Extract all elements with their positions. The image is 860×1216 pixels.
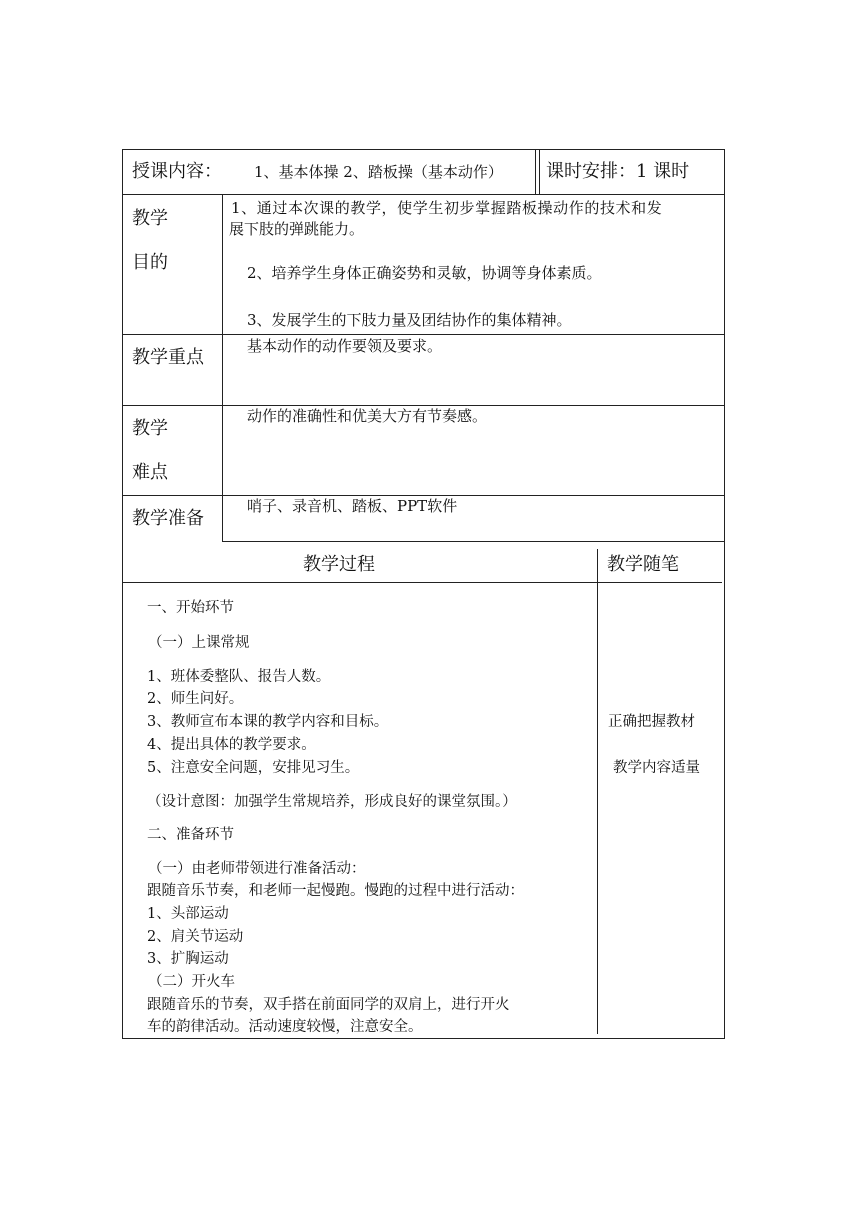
table-left-border [122,149,123,1039]
content-label: 授课内容： [132,161,222,182]
process-line: （设计意图：加强学生常规培养，形成良好的课堂氛围。） [147,794,517,810]
process-line: 一、开始环节 [147,600,234,616]
note-line: 教学内容适量 [613,760,700,776]
row-divider [222,541,725,542]
difficulties-label-line2: 难点 [132,462,168,483]
difficulties-text: 动作的准确性和优美大方有节奏感。 [247,407,488,425]
key-points-text: 基本动作的动作要领及要求。 [247,337,443,355]
process-line: （二）开火车 [148,974,235,990]
note-line: 正确把握教材 [608,714,695,730]
row-divider [122,405,725,406]
table-bottom-border [122,1038,725,1039]
process-column-divider [597,549,598,1034]
schedule-label: 课时安排：1 课时 [546,161,690,182]
key-points-label: 教学重点 [132,347,204,368]
process-line: 车的韵律活动。活动速度较慢，注意安全。 [147,1019,423,1035]
table-top-border [122,149,725,150]
header-divider-right [539,149,540,195]
label-column-divider [222,194,223,542]
goals-line1: 1、通过本次课的教学，使学生初步掌握踏板操动作的技术和发 [231,199,663,217]
table-right-border [724,149,725,1039]
process-header-underline [122,582,722,583]
process-line: 2、肩关节运动 [147,929,244,945]
process-line: 跟随音乐节奏，和老师一起慢跑。慢跑的过程中进行活动： [147,883,524,899]
process-line: 二、准备环节 [147,827,234,843]
process-line: 3、教师宣布本课的教学内容和目标。 [147,714,389,730]
goals-line4: 3、发展学生的下肢力量及团结协作的集体精神。 [247,311,572,329]
notes-title: 教学随笔 [607,554,679,575]
process-line: （一）上课常规 [148,635,250,651]
goals-line3: 2、培养学生身体正确姿势和灵敏，协调等身体素质。 [247,264,602,282]
goals-line2: 展下肢的弹跳能力。 [229,220,365,238]
process-line: （一）由老师带领进行准备活动： [148,861,366,877]
process-line: 4、提出具体的教学要求。 [147,737,316,753]
goals-label-line2: 目的 [132,252,168,273]
process-line: 跟随音乐的节奏，双手搭在前面同学的双肩上，进行开火 [147,997,510,1013]
header-divider-left [535,149,536,195]
process-title: 教学过程 [303,554,375,575]
row-divider [122,334,725,335]
content-value: 1、基本体操 2、踏板操（基本动作） [254,163,503,181]
row-divider [122,495,725,496]
difficulties-label-line1: 教学 [132,418,168,439]
process-line: 2、师生问好。 [147,691,244,707]
process-line: 5、注意安全问题，安排见习生。 [147,760,360,776]
process-line: 1、头部运动 [147,906,229,922]
process-line: 3、扩胸运动 [147,951,229,967]
row-divider [122,194,725,195]
preparation-text: 哨子、录音机、踏板、PPT软件 [247,497,458,515]
process-line: 1、班体委整队、报告人数。 [147,669,331,685]
goals-label-line1: 教学 [132,208,168,229]
preparation-label: 教学准备 [132,508,204,529]
